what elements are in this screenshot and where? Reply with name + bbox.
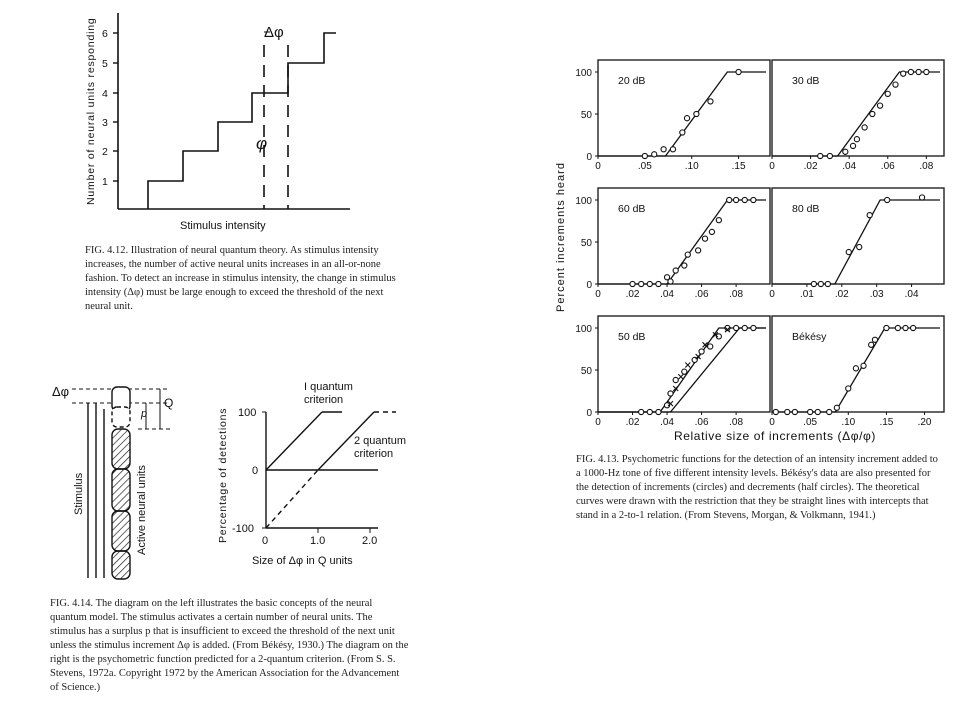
x-tick-label: .04 (660, 289, 675, 300)
delta-phi-left-label: Δφ (52, 384, 70, 399)
data-point (702, 236, 707, 241)
x-tick-label: .08 (729, 417, 744, 428)
psychometric-panel (575, 316, 770, 428)
psychometric-panel (769, 316, 944, 428)
active-units-label: Active neural units (136, 465, 148, 555)
panel-title: 80 dB (792, 203, 820, 215)
data-point (867, 213, 872, 218)
data-point (885, 197, 890, 202)
fig413-x-label: Relative size of increments (Δφ/φ) (674, 429, 877, 443)
cross-point (678, 374, 683, 379)
x-tick-label: .05 (637, 161, 652, 172)
one-quantum-line (266, 412, 322, 470)
x-tick-label: .06 (694, 289, 709, 300)
fig-4-14-diagram (48, 375, 198, 585)
x-tick-label: .04 (660, 417, 675, 428)
ytick-0: 0 (252, 465, 259, 477)
y-tick-label: 50 (580, 110, 592, 121)
x-tick-label: 0 (769, 289, 775, 300)
data-point (785, 409, 790, 414)
data-point (808, 409, 813, 414)
data-point (734, 197, 739, 202)
psychometric-panel (769, 60, 944, 172)
panel-title: 30 dB (792, 75, 820, 87)
y-tick-label: 4 (102, 88, 108, 100)
y-tick-label: 0 (586, 152, 592, 163)
y-tick-label: 100 (575, 68, 592, 79)
x-tick-label: 0 (769, 417, 775, 428)
data-point (857, 244, 862, 249)
x-tick-label: .03 (869, 289, 884, 300)
data-point (682, 263, 687, 268)
data-point (850, 143, 855, 148)
x-tick-label: .01 (799, 289, 814, 300)
psychometric-panel (769, 188, 944, 300)
data-point (827, 153, 832, 158)
data-point (827, 409, 832, 414)
data-point (696, 248, 701, 253)
data-point (685, 252, 690, 257)
y-tick-label: 2 (102, 146, 108, 158)
y-tick-label: 0 (586, 280, 592, 291)
data-point (916, 69, 921, 74)
data-point (895, 325, 900, 330)
phi-label: φ (256, 134, 268, 153)
y-tick-label: 5 (102, 58, 108, 70)
y-tick-label: 0 (586, 408, 592, 419)
data-point (699, 349, 704, 354)
data-point (668, 279, 673, 284)
staircase (148, 33, 336, 209)
data-point (911, 325, 916, 330)
xtick-2: 2.0 (362, 535, 378, 547)
x-tick-label: 0 (595, 289, 601, 300)
data-point (862, 125, 867, 130)
data-point (694, 111, 699, 116)
data-point (919, 195, 924, 200)
panel-title: 20 dB (618, 75, 646, 87)
p-label: p (141, 408, 148, 420)
data-point (818, 281, 823, 286)
two-quantum-dashed (266, 470, 318, 528)
data-point (668, 391, 673, 396)
delta-phi-label: Δφ (264, 24, 284, 41)
fig-4-12-caption: FIG. 4.12. Illustration of neural quantum theory. As stimulus intensity increases, the number of active neural units increases in an all-or-none fashion. To detect an increase in stimulus intensity, the change in stimulus intensity (Δφ) must be large enough to exceed the threshold of the next neural unit. (85, 245, 396, 312)
panel-title: 50 dB (618, 331, 646, 343)
data-point (861, 363, 866, 368)
x-tick-label: .05 (803, 417, 818, 428)
x-tick-label: .10 (684, 161, 699, 172)
data-point (854, 137, 859, 142)
data-point (872, 337, 877, 342)
data-point (642, 153, 647, 158)
data-point (656, 281, 661, 286)
data-point (773, 409, 778, 414)
ytick-minus100: -100 (232, 523, 255, 535)
fig-4-14-chart (208, 378, 414, 578)
data-point (908, 69, 913, 74)
data-point (680, 130, 685, 135)
data-point (652, 152, 657, 157)
data-point (843, 149, 848, 154)
x-tick-label: .10 (841, 417, 856, 428)
x-tick-label: .08 (729, 289, 744, 300)
data-point (661, 147, 666, 152)
x-tick-label: .04 (904, 289, 919, 300)
data-point (901, 71, 906, 76)
x-axis-label: Stimulus intensity (180, 220, 266, 232)
x-tick-label: .02 (834, 289, 849, 300)
fig-4-12-chart (80, 5, 370, 235)
data-point (742, 325, 747, 330)
x-tick-label: 0 (595, 161, 601, 172)
fig413-y-label: Percent increments heard (555, 162, 567, 312)
fig-4-13-caption: FIG. 4.13. Psychometric functions for the detection of an intensity increment added to a 1000-Hz tone of five different intensity levels. Békésy's data are also presented for the detection of increments (circles) and decrements (half circles). The theoretical curves were drawn with the restriction that they be straight lines with intercepts that stand in a 2-to-1 relation. (From Stevens, Morgan, & Volkmann, 1941.) (576, 454, 938, 521)
data-point (639, 409, 644, 414)
data-point (742, 197, 747, 202)
x-tick-label: .02 (625, 417, 640, 428)
data-point (846, 249, 851, 254)
data-point (656, 409, 661, 414)
psychometric-panel (575, 60, 770, 172)
x-tick-label: .04 (842, 161, 857, 172)
data-point (647, 409, 652, 414)
x-tick-label: .06 (694, 417, 709, 428)
fig-4-14-caption: FIG. 4.14. The diagram on the left illustrates the basic concepts of the neural quantum model. The stimulus activates a certain number of neural units. The stimulus has a surplus p that is insufficient to exceed the threshold of the next unit unless the stimulus increment Δφ is added. (From Békésy, 1930.) The diagram on the right is the psychometric function predicted for a 2-quantum criterion. (From S. S. Stevens, 1972a. Copyright 1972 by the American Association for the Advancement of Science.) (50, 598, 409, 693)
x-tick-label: .15 (879, 417, 894, 428)
xtick-1: 1.0 (310, 535, 326, 547)
one-quantum-label: I quantum (304, 381, 353, 393)
data-point (716, 218, 721, 223)
right-y-label: Percentage of detections (217, 407, 229, 543)
x-tick-label: .08 (919, 161, 934, 172)
ytick-100: 100 (238, 407, 257, 419)
x-tick-label: .02 (625, 289, 640, 300)
x-tick-label: 0 (769, 161, 775, 172)
data-point (709, 229, 714, 234)
two-quantum-label-b: criterion (354, 448, 394, 460)
data-point (673, 268, 678, 273)
y-tick-label: 100 (575, 196, 592, 207)
right-x-label: Size of Δφ in Q units (252, 555, 353, 567)
y-tick-label: 50 (580, 366, 592, 377)
x-tick-label: .02 (803, 161, 818, 172)
data-point (903, 325, 908, 330)
data-point (825, 281, 830, 286)
data-point (792, 409, 797, 414)
data-point (647, 281, 652, 286)
data-point (870, 111, 875, 116)
y-tick-label: 50 (580, 238, 592, 249)
stimulus-label: Stimulus (73, 472, 85, 515)
data-point (811, 281, 816, 286)
data-point (751, 197, 756, 202)
y-axis-label: Number of neural units responding (85, 17, 97, 205)
data-point (853, 366, 858, 371)
one-quantum-label-b: criterion (304, 394, 344, 406)
data-point (673, 377, 678, 382)
data-point (708, 344, 713, 349)
data-point (708, 99, 713, 104)
x-tick-label: .20 (917, 417, 932, 428)
data-point (815, 409, 820, 414)
y-tick-label: 100 (575, 324, 592, 335)
data-point (639, 281, 644, 286)
panel-title: Békésy (792, 331, 827, 343)
cross-point (685, 362, 690, 367)
data-point (736, 69, 741, 74)
data-point (846, 386, 851, 391)
data-point (670, 147, 675, 152)
x-tick-label: 0 (595, 417, 601, 428)
panel-title: 60 dB (618, 203, 646, 215)
data-point (893, 82, 898, 87)
data-point (818, 153, 823, 158)
two-quantum-label: 2 quantum (354, 435, 406, 447)
data-point (834, 405, 839, 410)
data-point (684, 116, 689, 121)
data-point (877, 103, 882, 108)
data-point (734, 325, 739, 330)
data-point (630, 281, 635, 286)
psychometric-panel (575, 188, 770, 300)
xtick-0: 0 (262, 535, 269, 547)
y-tick-label: 6 (102, 28, 108, 40)
y-ticks (102, 28, 118, 188)
y-tick-label: 1 (102, 176, 108, 188)
data-point (727, 197, 732, 202)
x-tick-label: .06 (880, 161, 895, 172)
data-point (869, 342, 874, 347)
data-point (682, 369, 687, 374)
data-point (751, 325, 756, 330)
y-tick-label: 3 (102, 117, 108, 129)
fig-4-13-charts (548, 48, 948, 448)
data-point (884, 325, 889, 330)
data-point (885, 91, 890, 96)
data-point (924, 69, 929, 74)
q-label: Q (164, 396, 174, 410)
x-tick-label: .15 (731, 161, 746, 172)
